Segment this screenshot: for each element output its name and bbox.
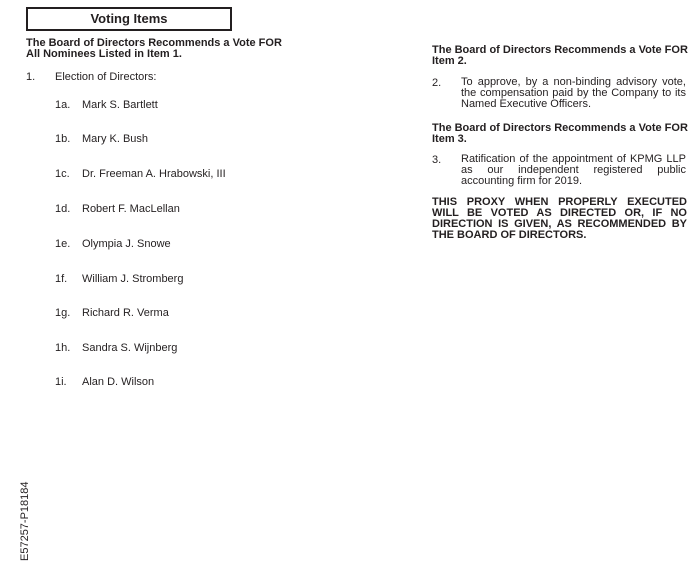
nominee-name: Olympia J. Snowe bbox=[82, 238, 171, 250]
item1-label: Election of Directors: bbox=[55, 71, 157, 83]
nominee-name: Alan D. Wilson bbox=[82, 376, 155, 388]
nominee-name: William J. Stromberg bbox=[82, 273, 184, 285]
nominee-name: Mary K. Bush bbox=[82, 133, 149, 145]
nominee-code: 1c. bbox=[55, 168, 70, 180]
item1-recommendation-heading: The Board of Directors Recommends a Vote FOR All Nominees Listed in Item 1. bbox=[26, 37, 282, 60]
item3-recommendation-heading: The Board of Directors Recommends a Vote FOR Item 3. bbox=[432, 122, 688, 145]
document-code: E57257-P18184 bbox=[19, 481, 31, 561]
nominee-name: Mark S. Bartlett bbox=[82, 99, 158, 111]
nominee-name: Sandra S. Wijnberg bbox=[82, 342, 178, 354]
nominee-name: Dr. Freeman A. Hrabowski, III bbox=[82, 168, 226, 180]
nominee-code: 1a. bbox=[55, 99, 71, 111]
nominee-code: 1e. bbox=[55, 238, 71, 250]
item2-recommendation-heading: The Board of Directors Recommends a Vote FOR Item 2. bbox=[432, 44, 688, 67]
nominee-name: Richard R. Verma bbox=[82, 307, 169, 319]
item2-text: To approve, by a non-binding advisory vote, the compensation paid by the Company to its Named Executive Officers. bbox=[461, 76, 686, 110]
nominee-name: Robert F. MacLellan bbox=[82, 203, 180, 215]
item2-number: 2. bbox=[432, 77, 442, 89]
item3-number: 3. bbox=[432, 154, 442, 166]
nominee-code: 1h. bbox=[55, 342, 71, 354]
nominee-code: 1i. bbox=[55, 376, 67, 388]
nominee-code: 1g. bbox=[55, 307, 71, 319]
nominee-code: 1f. bbox=[55, 273, 68, 285]
page-title: Voting Items bbox=[26, 7, 232, 31]
proxy-note: THIS PROXY WHEN PROPERLY EXECUTED WILL BE VOTED AS DIRECTED OR, IF NO DIRECTION IS GIVEN, AS RECOMMENDED BY THE BOARD OF DIRECTORS. bbox=[432, 196, 687, 241]
item3-text: Ratification of the appointment of KPMG LLP as our independent registered public accounting firm for 2019. bbox=[461, 153, 686, 187]
nominee-code: 1b. bbox=[55, 133, 71, 145]
nominee-code: 1d. bbox=[55, 203, 71, 215]
item1-number: 1. bbox=[26, 71, 36, 83]
